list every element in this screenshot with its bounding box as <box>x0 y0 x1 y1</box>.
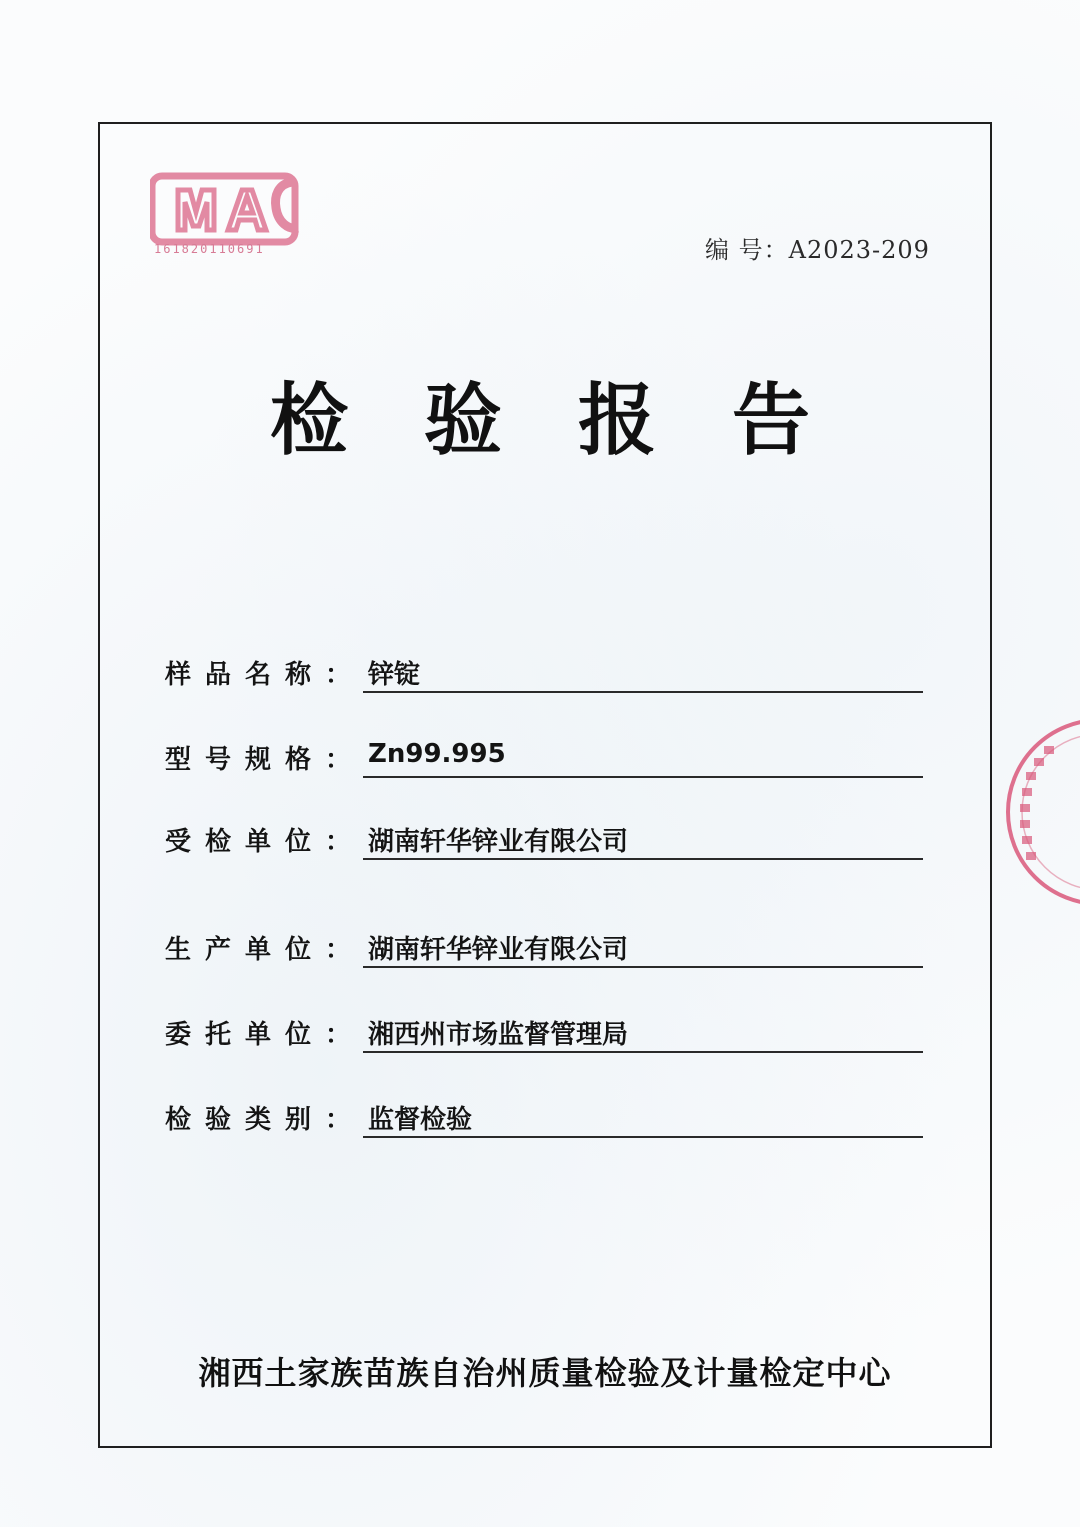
field-value: 监督检验 <box>368 1105 473 1135</box>
field-value: 锌锭 <box>368 660 421 690</box>
field-label: 受检单位： <box>165 827 366 857</box>
field-label: 型号规格： <box>165 745 366 775</box>
document-frame <box>98 122 992 1448</box>
cma-certificate-number: 161820110691 <box>154 242 265 256</box>
field-value: Zn99.995 <box>368 739 506 769</box>
field-underline <box>363 691 923 693</box>
report-title: 检验报告 <box>270 376 887 466</box>
field-underline <box>363 776 923 778</box>
field-underline <box>363 1136 923 1138</box>
field-value: 湖南轩华锌业有限公司 <box>368 827 629 857</box>
field-entrusting-unit <box>165 1010 925 1054</box>
report-number: 编 号：A2023-209 <box>705 236 930 264</box>
field-model-spec <box>165 735 925 779</box>
field-label: 委托单位： <box>165 1020 366 1050</box>
field-sample-name <box>165 650 925 694</box>
red-seal-stamp <box>1000 712 1080 912</box>
field-value: 湘西州市场监督管理局 <box>368 1020 629 1050</box>
field-inspection-type <box>165 1095 925 1139</box>
field-label: 检验类别： <box>165 1105 366 1135</box>
issuing-organization: 湘西土家族苗族自治州质量检验及计量检定中心 <box>198 1354 892 1392</box>
field-value: 湖南轩华锌业有限公司 <box>368 935 629 965</box>
field-production-unit <box>165 925 925 969</box>
field-label: 样品名称： <box>165 660 366 690</box>
field-label: 生产单位： <box>165 935 366 965</box>
field-inspected-unit <box>165 817 925 861</box>
field-underline <box>363 966 923 968</box>
field-underline <box>363 1051 923 1053</box>
field-underline <box>363 858 923 860</box>
